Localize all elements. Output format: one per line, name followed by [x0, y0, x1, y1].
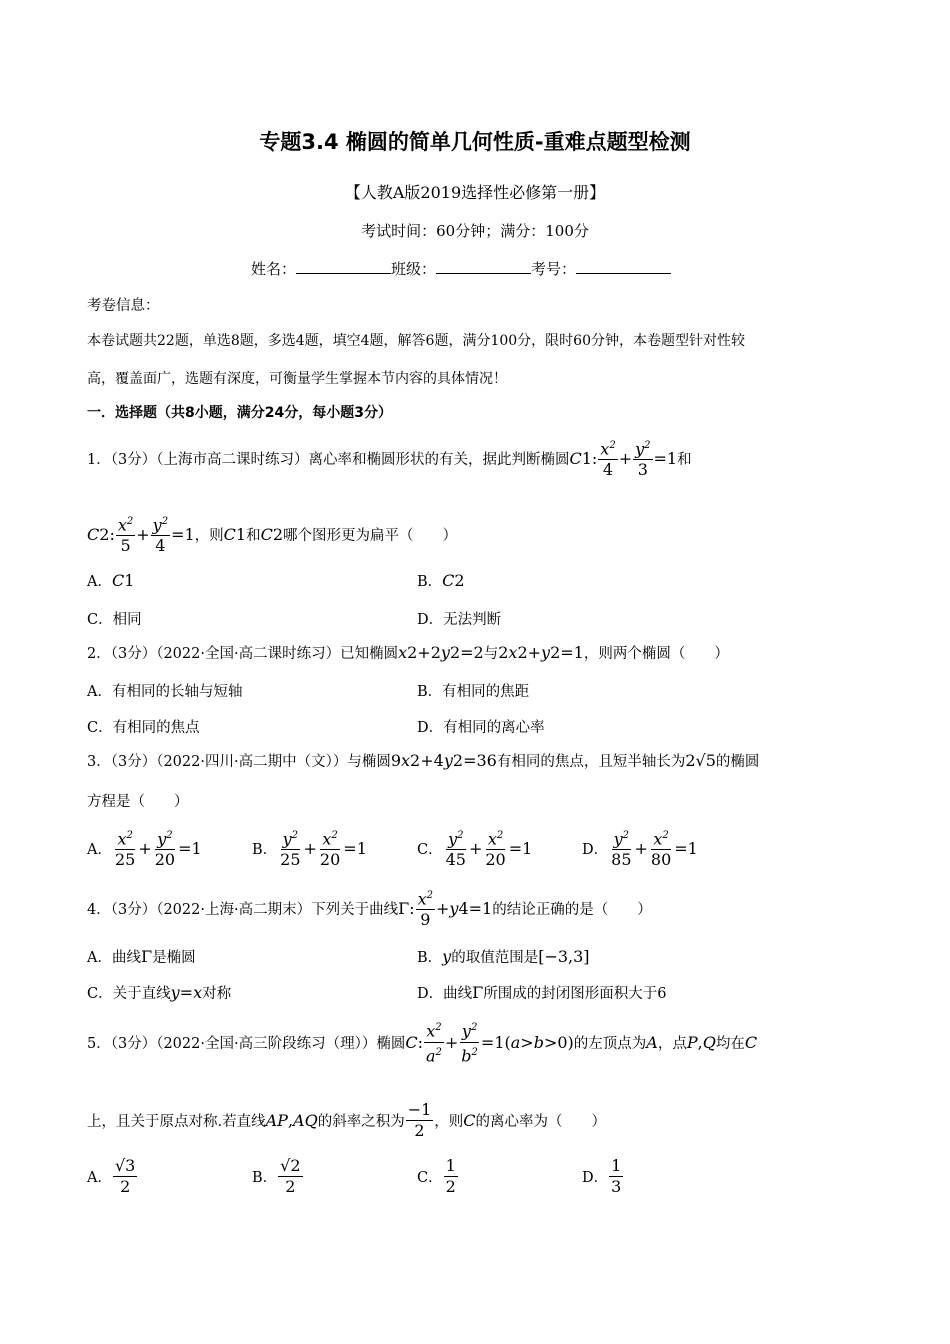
option-a[interactable]: A． $\frac{x^2}{25}$ + $\frac{y^2}{20}$ =1 [87, 826, 202, 870]
notice-line-2: 高，覆盖面广，选题有深度，可衡量学生掌握本节内容的具体情况！ [87, 371, 507, 387]
option-d[interactable]: D． $\frac{1}{3}$ [582, 1156, 622, 1196]
option-b[interactable]: B． C 2 [417, 571, 465, 590]
option-a[interactable]: A．曲线 Γ 是椭圆 [87, 947, 196, 966]
class-blank[interactable] [436, 259, 531, 274]
question-3-stem: 3．（3分）（2022·四川·高二期中（文））与椭圆 9 x 2 +4 y 2 =36 有相同的焦点，且短半轴长为 2√5 的椭圆 [87, 751, 760, 770]
option-c[interactable]: C．关于直线 y = x 对称 [87, 983, 232, 1002]
math-fraction: $\frac{x^2}{4}$ [598, 436, 617, 480]
id-blank[interactable] [576, 259, 671, 274]
option-d[interactable]: D．曲线 Γ 所围成的封闭图形面积大于6 [417, 983, 667, 1002]
student-info-line [251, 258, 671, 279]
edition-line: 【人教A版2019选择性必修第一册】 [344, 183, 606, 202]
option-b[interactable]: B． y 的取值范围是 [−3,3] [417, 947, 590, 966]
question-1-stem-cont: C 2 : $\frac{x^2}{5}$ + $\frac{y^2}{4}$ =1 ，则 C 1 和 C 2 哪个图形更为扁平（ ） [87, 510, 457, 558]
option-b[interactable]: B． $\frac{y^2}{25}$ + $\frac{x^2}{20}$ =1 [252, 826, 367, 870]
option-d[interactable]: D．无法判断 [417, 612, 502, 628]
name-blank[interactable] [296, 259, 391, 274]
class-label: 班级： [391, 260, 437, 278]
option-d[interactable]: D． $\frac{y^2}{85}$ + $\frac{x^2}{80}$ =1 [582, 826, 698, 870]
question-5-stem: 5．（3分）（2022·全国·高三阶段练习（理））椭圆 C : $\frac{x^2}{a^2}$ + $\frac{y^2}{b^2}$ =1( a > b >0) 的左顶点为 A ，点 P , Q 均在 C [87, 1018, 757, 1066]
option-a[interactable]: A． C 1 [87, 571, 135, 590]
option-c[interactable]: C． $\frac{1}{2}$ [417, 1156, 456, 1196]
question-2-stem: 2．（3分）（2022·全国·高二课时练习）已知椭圆 x 2 +2 y 2 =2 与 2 x 2 + y 2 =1 ，则两个椭圆（ ） [87, 643, 729, 662]
option-a[interactable]: A． $\frac{√3}{2}$ [87, 1156, 136, 1196]
question-5-stem-cont: 上，且关于原点对称.若直线 AP , AQ 的斜率之积为 $\frac{-1}{2}$ ，则 C 的离心率为（ ） [87, 1099, 607, 1140]
notice-line-1: 本卷试题共22题，单选8题，多选4题，填空4题，解答6题，满分100分，限时60分钟，本卷题型针对性较 [87, 333, 745, 349]
question-4-stem: 4．（3分）（2022·上海·高二期末）下列关于曲线 Γ: $\frac{x^2}{9}$ + y 4 =1 的结论正确的是（ ） [87, 884, 652, 932]
section-heading: 一．选择题（共8小题，满分24分，每小题3分） [87, 405, 392, 421]
option-a[interactable]: A．有相同的长轴与短轴 [87, 684, 243, 700]
question-3-stem-cont: 方程是（ ） [87, 794, 189, 810]
page-title: 专题3.4 椭圆的简单几何性质-重难点题型检测 [259, 130, 691, 154]
exam-info: 考试时间：60分钟；满分：100分 [361, 222, 589, 240]
option-b[interactable]: B． $\frac{√2}{2}$ [252, 1156, 301, 1196]
id-label: 考号： [531, 260, 577, 278]
math-expr: C [569, 448, 582, 468]
notice-label: 考卷信息： [87, 298, 160, 314]
name-label: 姓名： [251, 260, 297, 278]
option-d[interactable]: D．有相同的离心率 [417, 720, 545, 736]
option-c[interactable]: C． $\frac{y^2}{45}$ + $\frac{x^2}{20}$ =1 [417, 826, 532, 870]
option-c[interactable]: C．有相同的焦点 [87, 720, 200, 736]
option-c[interactable]: C．相同 [87, 612, 142, 628]
question-1-stem: 1．（3分）（上海市高二课时练习）离心率和椭圆形状的有关，据此判断椭圆 C 1 : $\frac{x^2}{4}$ + $\frac{y^2}{3}$ =1 和 [87, 434, 692, 482]
option-b[interactable]: B．有相同的焦距 [417, 684, 530, 700]
math-fraction: $\frac{y^2}{3}$ [633, 436, 652, 480]
